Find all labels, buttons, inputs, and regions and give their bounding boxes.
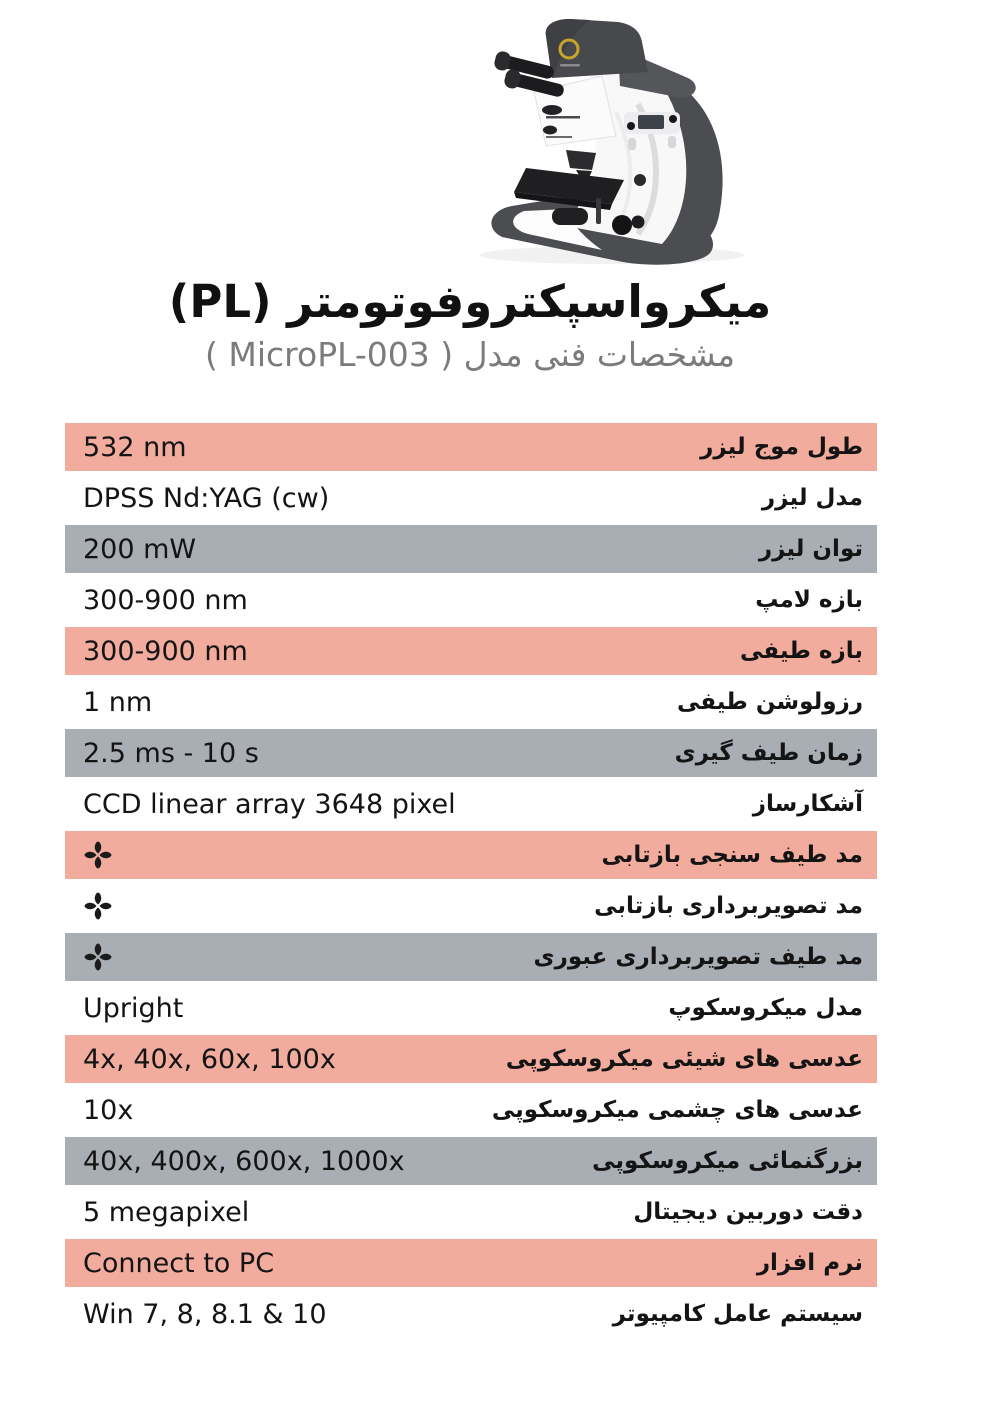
four-petal-asterisk-icon bbox=[83, 891, 113, 921]
spec-value: 10x bbox=[83, 1094, 134, 1126]
spec-label: نرم افزار bbox=[756, 1250, 863, 1276]
spec-label: مدل لیزر bbox=[761, 485, 863, 511]
spec-row bbox=[65, 474, 877, 522]
spec-row bbox=[65, 576, 877, 624]
spec-label: طول موج لیزر bbox=[700, 434, 863, 460]
spec-row bbox=[65, 1188, 877, 1236]
spec-label: توان لیزر bbox=[758, 536, 863, 562]
spec-row bbox=[65, 984, 877, 1032]
spec-row bbox=[65, 831, 877, 879]
spec-label: مد تصویربرداری بازتابی bbox=[594, 893, 863, 919]
microscope-image bbox=[450, 12, 780, 267]
spec-value-icon bbox=[83, 942, 113, 972]
spec-label: آشکارساز bbox=[752, 791, 863, 817]
spec-label: مد طیف تصویربرداری عبوری bbox=[533, 944, 863, 970]
spec-row bbox=[65, 423, 877, 471]
spec-label: رزولوشن طیفی bbox=[676, 689, 863, 715]
spec-row bbox=[65, 933, 877, 981]
spec-row bbox=[65, 525, 877, 573]
spec-label: بازه طیفی bbox=[740, 638, 863, 664]
spec-row bbox=[65, 1239, 877, 1287]
spec-row bbox=[65, 1137, 877, 1185]
spec-row bbox=[65, 882, 877, 930]
spec-label: عدسی های چشمی میکروسکوپی bbox=[491, 1097, 863, 1123]
spec-row bbox=[65, 627, 877, 675]
spec-row bbox=[65, 1086, 877, 1134]
spec-label: زمان طیف گیری bbox=[674, 740, 863, 766]
four-petal-asterisk-icon bbox=[83, 840, 113, 870]
spec-value: 200 mW bbox=[83, 533, 197, 565]
spec-value: 40x, 400x, 600x, 1000x bbox=[83, 1145, 405, 1177]
spec-label: دقت دوربین دیجیتال bbox=[633, 1199, 863, 1225]
microscope-render-svg bbox=[450, 12, 780, 267]
spec-row bbox=[65, 1290, 877, 1338]
spec-row bbox=[65, 678, 877, 726]
spec-value: 5 megapixel bbox=[83, 1196, 250, 1228]
spec-value: Upright bbox=[83, 992, 184, 1024]
spec-value: 300-900 nm bbox=[83, 635, 248, 667]
spec-row bbox=[65, 729, 877, 777]
spec-value: CCD linear array 3648 pixel bbox=[83, 788, 456, 820]
spec-label: بزرگنمائی میکروسکوپی bbox=[592, 1148, 863, 1174]
spec-value: 1 nm bbox=[83, 686, 153, 718]
spec-value: Win 7, 8, 8.1 & 10 bbox=[83, 1298, 327, 1330]
spec-value-icon bbox=[83, 840, 113, 870]
spec-value: DPSS Nd:YAG (cw) bbox=[83, 482, 330, 514]
spec-row bbox=[65, 780, 877, 828]
spec-label: مد طیف سنجی بازتابی bbox=[601, 842, 863, 868]
spec-row bbox=[65, 1035, 877, 1083]
spec-value-icon bbox=[83, 891, 113, 921]
spec-label: سیستم عامل کامپیوتر bbox=[612, 1301, 863, 1327]
page-title: میکرواسپکتروفوتومتر (PL) bbox=[168, 275, 772, 328]
spec-value: 4x, 40x, 60x, 100x bbox=[83, 1043, 336, 1075]
spec-table bbox=[65, 423, 877, 1341]
spec-label: عدسی های شیئی میکروسکوپی bbox=[505, 1046, 863, 1072]
spec-value: 2.5 ms - 10 s bbox=[83, 737, 259, 769]
four-petal-asterisk-icon bbox=[83, 942, 113, 972]
spec-value: Connect to PC bbox=[83, 1247, 275, 1279]
page-subtitle: مشخصات فنی مدل ( MicroPL-003 ) bbox=[205, 335, 735, 374]
spec-value: 300-900 nm bbox=[83, 584, 248, 616]
title-block bbox=[0, 276, 940, 378]
spec-label: مدل میکروسکوپ bbox=[668, 995, 863, 1021]
spec-label: بازه لامپ bbox=[755, 587, 863, 613]
spec-value: 532 nm bbox=[83, 431, 187, 463]
